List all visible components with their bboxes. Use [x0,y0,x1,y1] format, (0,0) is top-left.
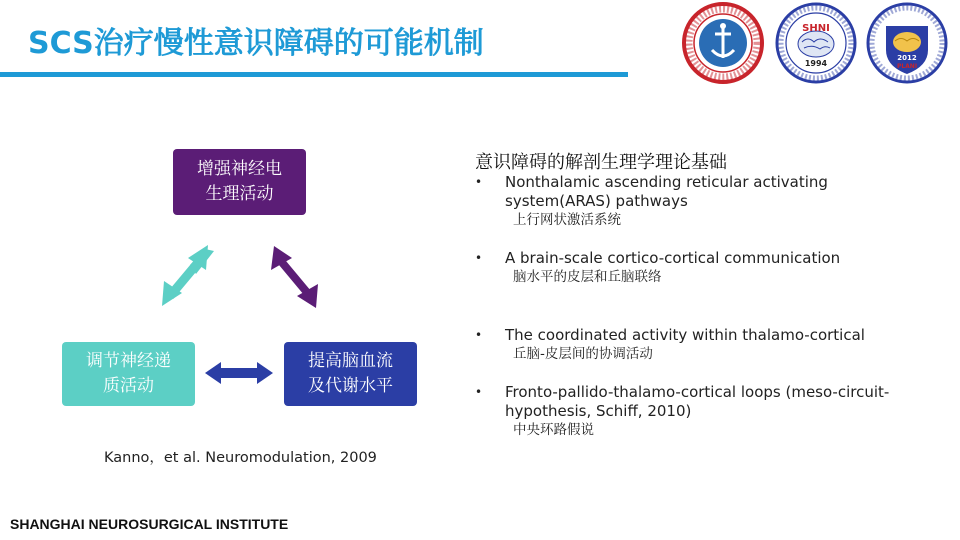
list-item-en: Nonthalamic ascending reticular activating [505,173,828,191]
list-item-zh: 上行网状激活系统 [513,212,621,228]
svg-text:2012: 2012 [897,54,917,62]
bullet: • [475,385,483,399]
svg-text:SHNI: SHNI [802,23,830,34]
bullet: • [475,251,483,265]
box-neurotransmitter-line1: 调节神经递 [86,351,171,371]
list-item-en-cont: system(ARAS) pathways [505,192,688,210]
double-arrow-icon-purple [271,246,318,308]
double-arrow-icon-teal [162,245,214,306]
list-item-zh: 中央环路假说 [513,422,594,438]
theory-heading: 意识障碍的解剖生理学理论基础 [475,152,727,173]
list-item-en: A brain-scale cortico-cortical communication [505,249,841,267]
box-neurotransmitter-line2: 质活动 [103,376,154,396]
box-electrophysiology-line1: 增强神经电 [197,159,282,179]
list-item-zh: 脑水平的皮层和丘脑联络 [513,269,662,285]
page-title: SCS治疗慢性意识障碍的可能机制 [28,26,484,61]
box-blood-flow-line1: 提高脑血流 [308,351,393,371]
list-item-en: The coordinated activity within thalamo-cortical [505,326,865,344]
list-item-thalamo [475,326,925,364]
svg-text:1994: 1994 [804,59,828,68]
list-item-en: Fronto-pallido-thalamo-cortical loops (meso-circuit- [505,383,890,401]
svg-text:PLANI: PLANI [896,63,918,70]
bullet: • [475,328,483,342]
box-blood-flow-line2: 及代谢水平 [308,376,393,396]
list-item-zh: 丘脑-皮层间的协调活动 [513,346,653,362]
bullet: • [475,175,483,189]
citation: Kanno，et al. Neuromodulation, 2009 [104,450,377,466]
list-item-aras [475,173,925,230]
double-arrow-icon-blue [205,362,273,384]
list-item-cortico [475,249,925,287]
box-electrophysiology-line2: 生理活动 [205,184,274,204]
list-item-en-cont: hypothesis, Schiff, 2010) [505,402,692,420]
footer-institute: SHANGHAI NEUROSURGICAL INSTITUTE [10,516,289,532]
list-item-mesocircuit [475,383,925,440]
